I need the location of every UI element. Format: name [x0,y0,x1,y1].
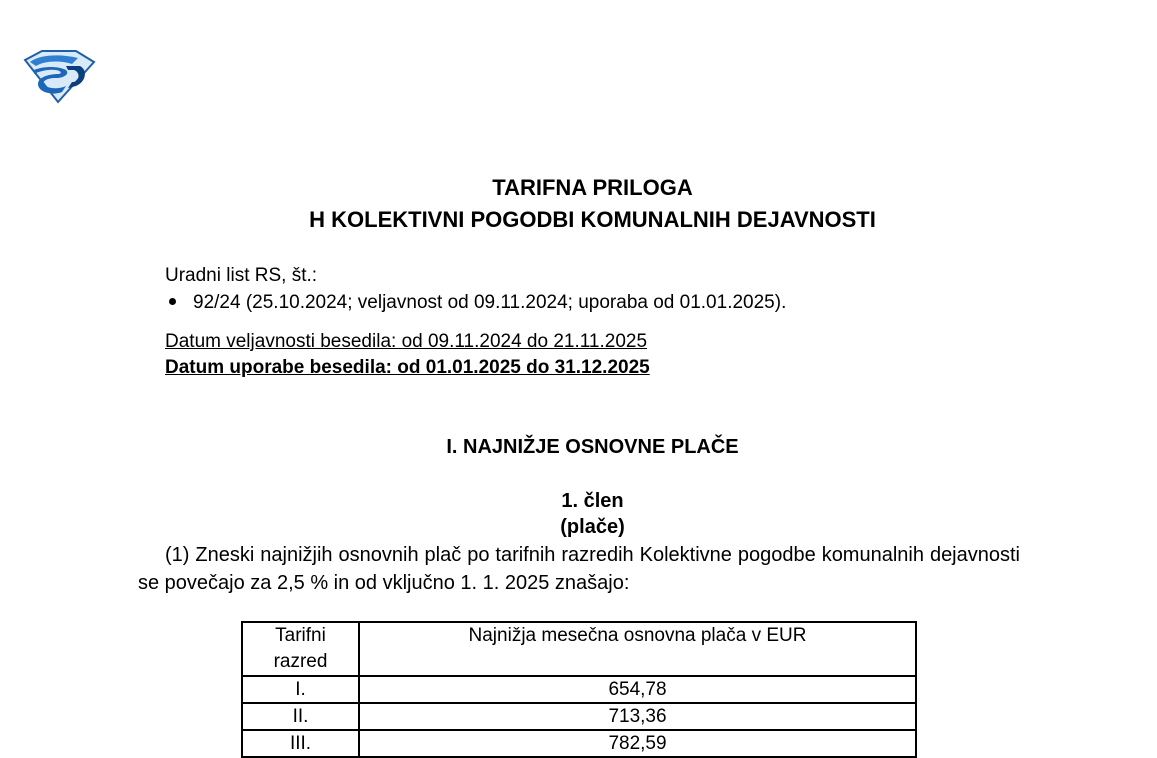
article-number: 1. člen [561,490,624,512]
tariff-class-header [242,622,359,676]
tariff-class-cell: III. [242,730,359,757]
application-date: Datum uporabe besedila: od 01.01.2025 do 31.12.2025 [165,357,650,378]
table-header-row [242,622,916,676]
gazette-label: Uradni list RS, št.: [165,265,318,286]
wage-cell: 713,36 [359,703,916,730]
tariff-class-header-line1: Tarifni [275,625,326,646]
validity-date: Datum veljavnosti besedila: od 09.11.2024 do 21.11.2025 [165,331,648,352]
section-heading: I. NAJNIŽJE OSNOVNE PLAČE [446,436,739,458]
gazette-item [165,290,786,316]
tariff-class-cell: I. [242,676,359,703]
wage-cell: 782,59 [359,730,916,757]
tariff-class-header-line2: razred [273,651,328,672]
sd-union-logo-icon [22,48,96,104]
table-row [242,676,916,703]
bullet-icon [169,298,176,305]
min-wage-header: Najnižja mesečna osnovna plača v EUR [359,622,916,676]
wage-cell: 654,78 [359,676,916,703]
article-subject: (plače) [560,516,625,538]
table-row [242,730,916,757]
document-title: TARIFNA PRILOGA [492,175,693,200]
document-subtitle: H KOLEKTIVNI POGODBI KOMUNALNIH DEJAVNOSTI [309,207,876,232]
tariff-class-cell: II. [242,703,359,730]
table-row [242,703,916,730]
article-paragraph: (1) Zneski najnižjih osnovnih plač po tarifnih razredih Kolektivne pogodbe komunalnih dejavnosti se povečajo za 2,5 % in od vključno 1. 1. 2025 znašajo: [138,544,1020,594]
wage-table [241,621,917,758]
gazette-item-text: 92/24 (25.10.2024; veljavnost od 09.11.2024; uporaba od 01.01.2025). [193,292,787,313]
